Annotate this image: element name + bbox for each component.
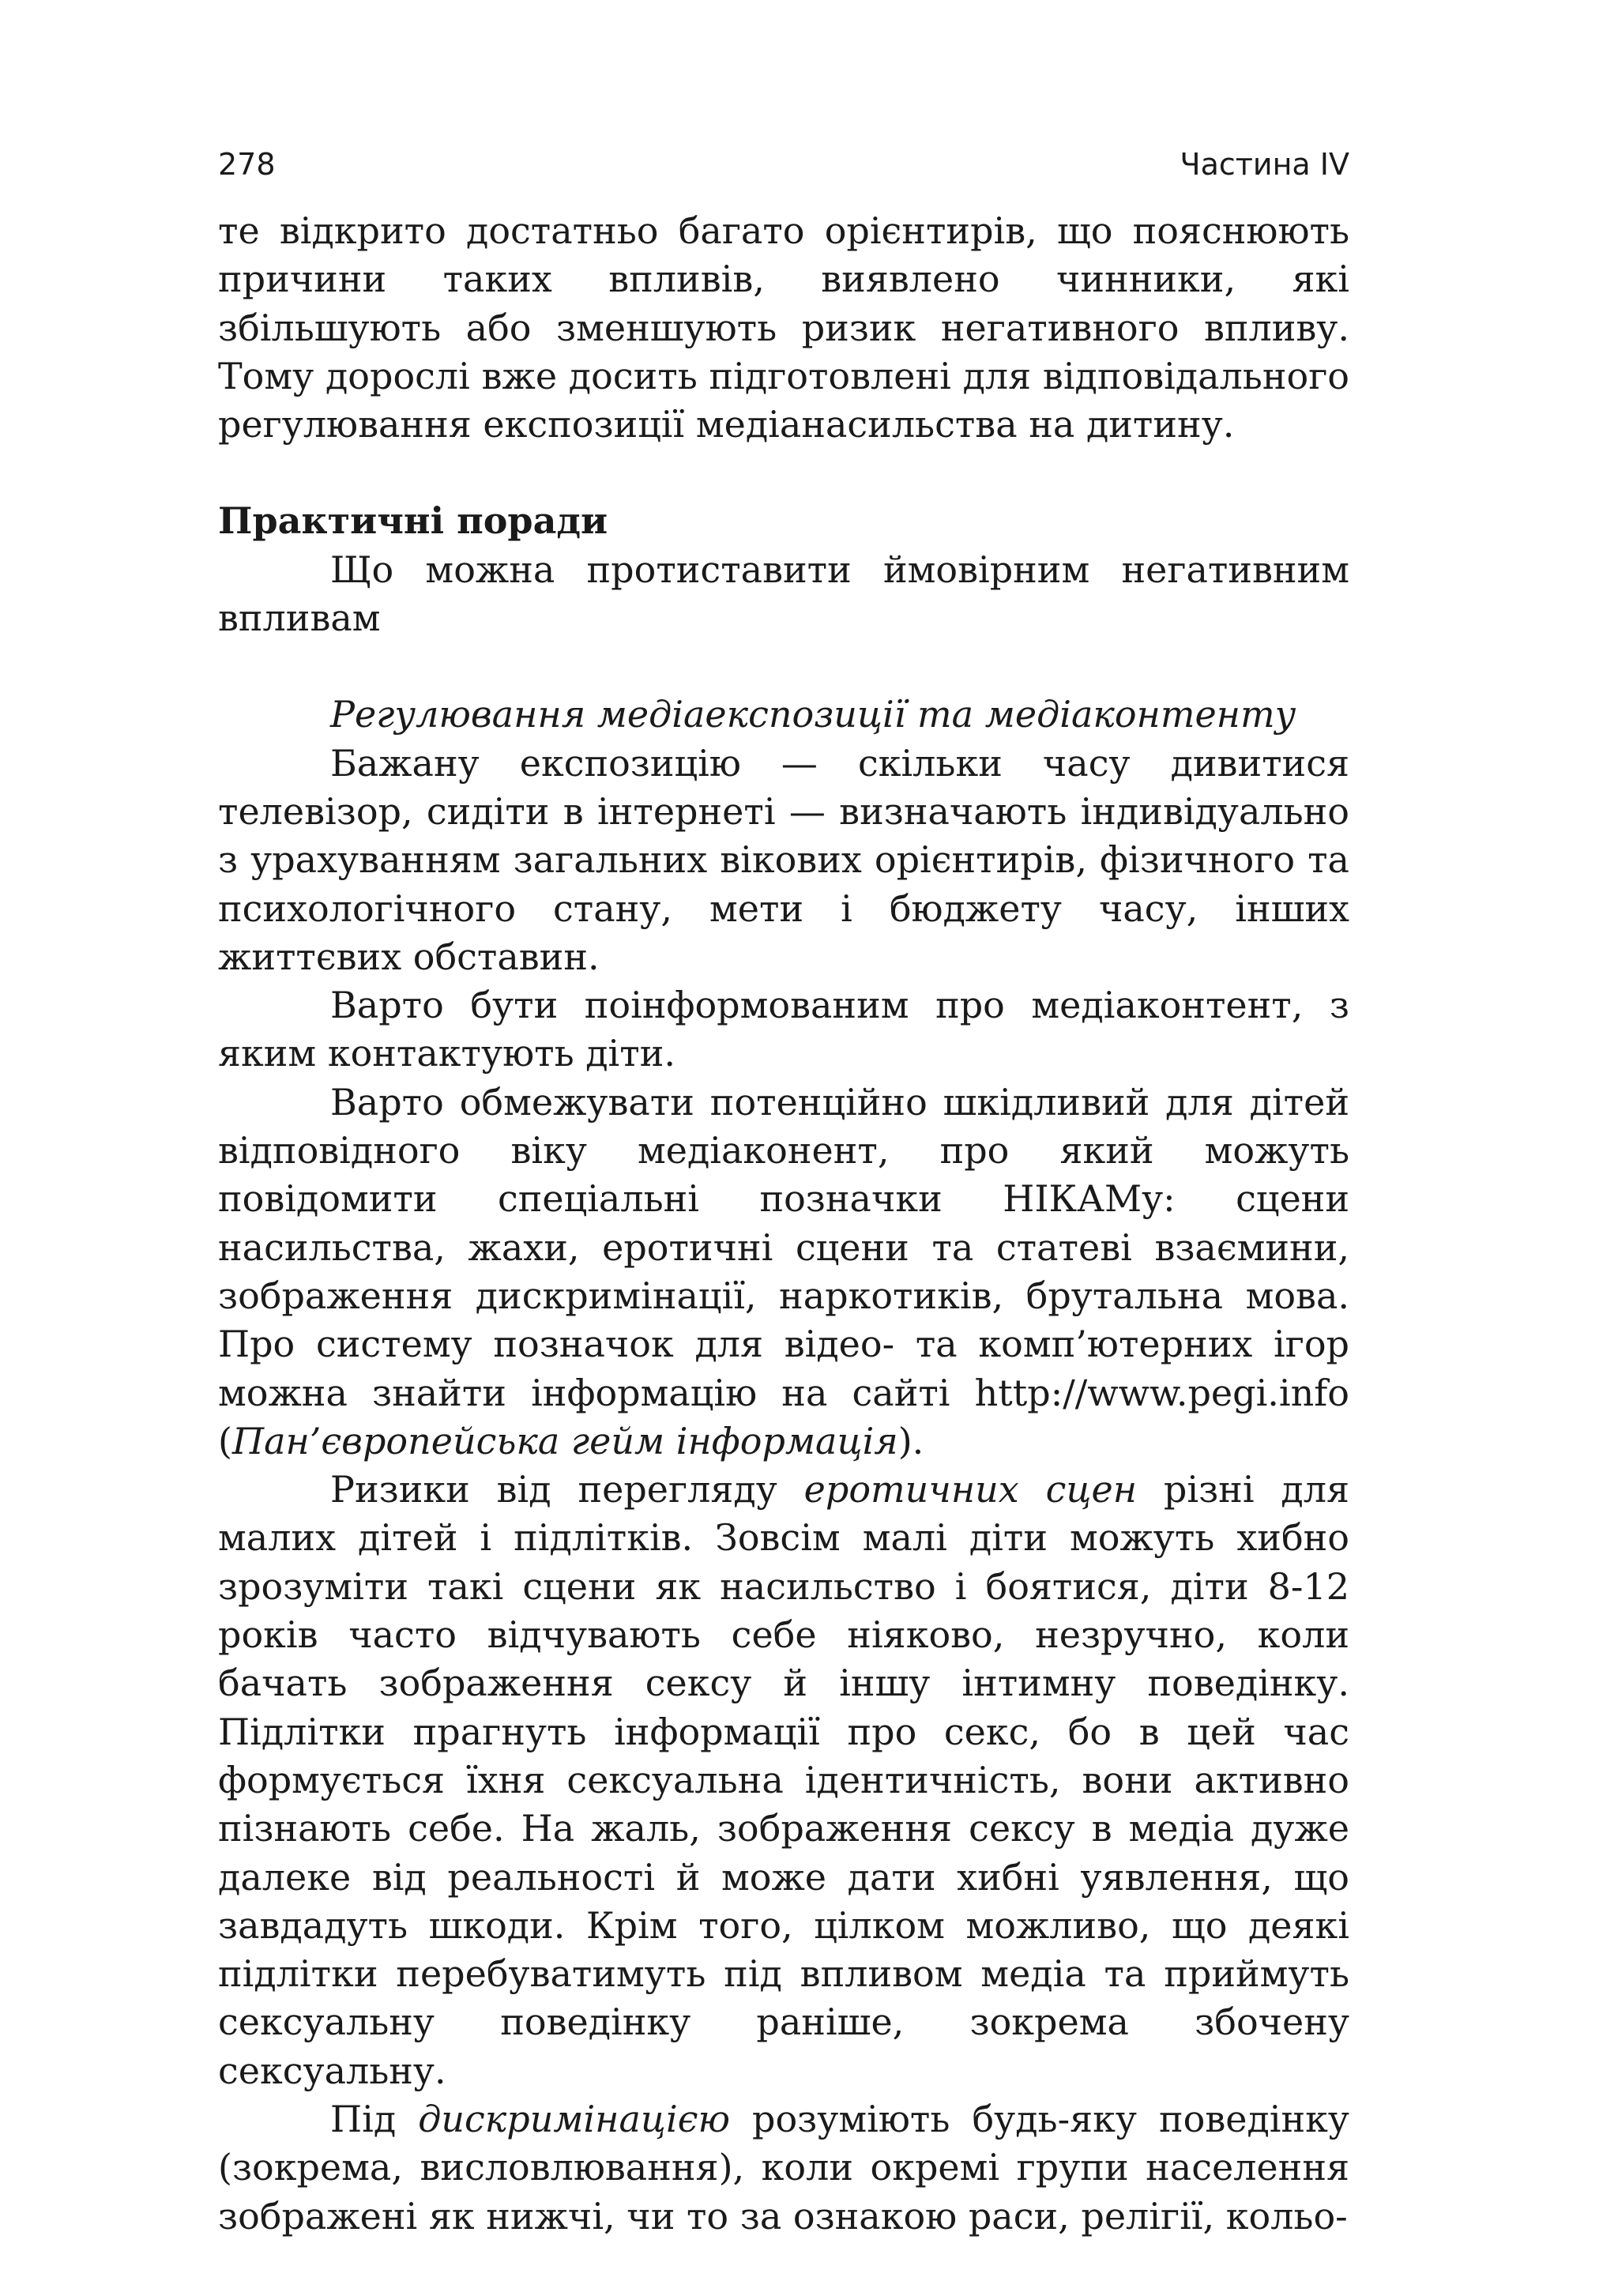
- paragraph-risks: [218, 1466, 1349, 2095]
- paragraph-risks-text: Ризики від перегляду: [330, 1468, 804, 1511]
- paragraph-question: Що можна протиставити ймовірним негативним впливам: [218, 548, 1349, 640]
- paragraph-informed: Варто бути поінформованим про медіаконтент, з яким контактують діти.: [218, 984, 1349, 1075]
- paragraph-discrimination: [218, 2095, 1349, 2241]
- spacer: [218, 449, 1349, 497]
- paragraph-intro: те відкрито достатньо багато орієнтирів, що пояснюють причини таких впливів, виявлено чинники, які збільшують або зменшують ризик негативного впливу. Тому дорослі вже досить підготовлені для відповідального регулювання експозиції медіанасильства на дитину.: [218, 209, 1349, 446]
- page-number: 278: [218, 147, 276, 182]
- paragraph-limit-italic: Пан’європейська гейм інформація: [231, 1419, 898, 1462]
- paragraph-limit-text: Варто обмежувати потенційно шкідливий для дітей відповідного віку медіаконент, про який можуть повідомити спеціальні позначки НІКАМу: сцени насильства, жахи, еротичні сцени та статеві взаємини, зображення дискримінації, наркотиків, брутальна мова. Про систему позначок для відео- та комп’ютерних ігор можна знайти інформацію на сайті http://www.pegi.info (: [218, 1080, 1349, 1462]
- page-body: [218, 207, 1349, 2241]
- paragraph-discrimination-end: розуміють будь-яку поведінку (зокрема, висловлювання), коли окремі групи населення зображені як нижчі, чи то за ознакою раси, релігії, кольо-: [218, 2097, 1349, 2238]
- paragraph-risks-end: різні для малих дітей і підлітків. Зовсім малі діти можуть хибно зрозуміти такі сцени як насильство і боятися, діти 8-12 років часто відчувають себе ніяково, незручно, коли бачать зображення сексу й іншу інтимну поведінку. Підлітки прагнуть інформації про секс, бо в цей час формується їхня сексуальна ідентичність, вони активно пізнають себе. На жаль, зображення сексу в медіа дуже далеке від реальності й може дати хибні уявлення, що завдадуть шкоди. Крім того, цілком можливо, що деякі підлітки перебуватимуть під впливом медіа та приймуть сексуальну поведінку раніше, зокрема збочену сексуальну.: [218, 1468, 1349, 2092]
- paragraph-exposure: Бажану експозицію — скільки часу дивитися телевізор, сидіти в інтернеті — визначають індивідуально з урахуванням загальних вікових орієнтирів, фізичного та психологічного стану, мети і бюджету часу, інших життєвих обставин.: [218, 741, 1349, 978]
- paragraph-discrimination-italic: дискримінацією: [418, 2097, 730, 2140]
- paragraph-discrimination-text: Під: [330, 2097, 419, 2140]
- section-heading: Практичні поради: [218, 499, 608, 543]
- page-header: [218, 147, 1349, 194]
- part-title: Частина IV: [1180, 147, 1349, 182]
- paragraph-limit: [218, 1078, 1349, 1466]
- paragraph-limit-end: ).: [897, 1419, 924, 1462]
- spacer: [218, 642, 1349, 691]
- subheading: Регулювання медіаекспозиції та медіаконтенту: [330, 693, 1296, 736]
- paragraph-risks-italic: еротичних сцен: [803, 1468, 1138, 1511]
